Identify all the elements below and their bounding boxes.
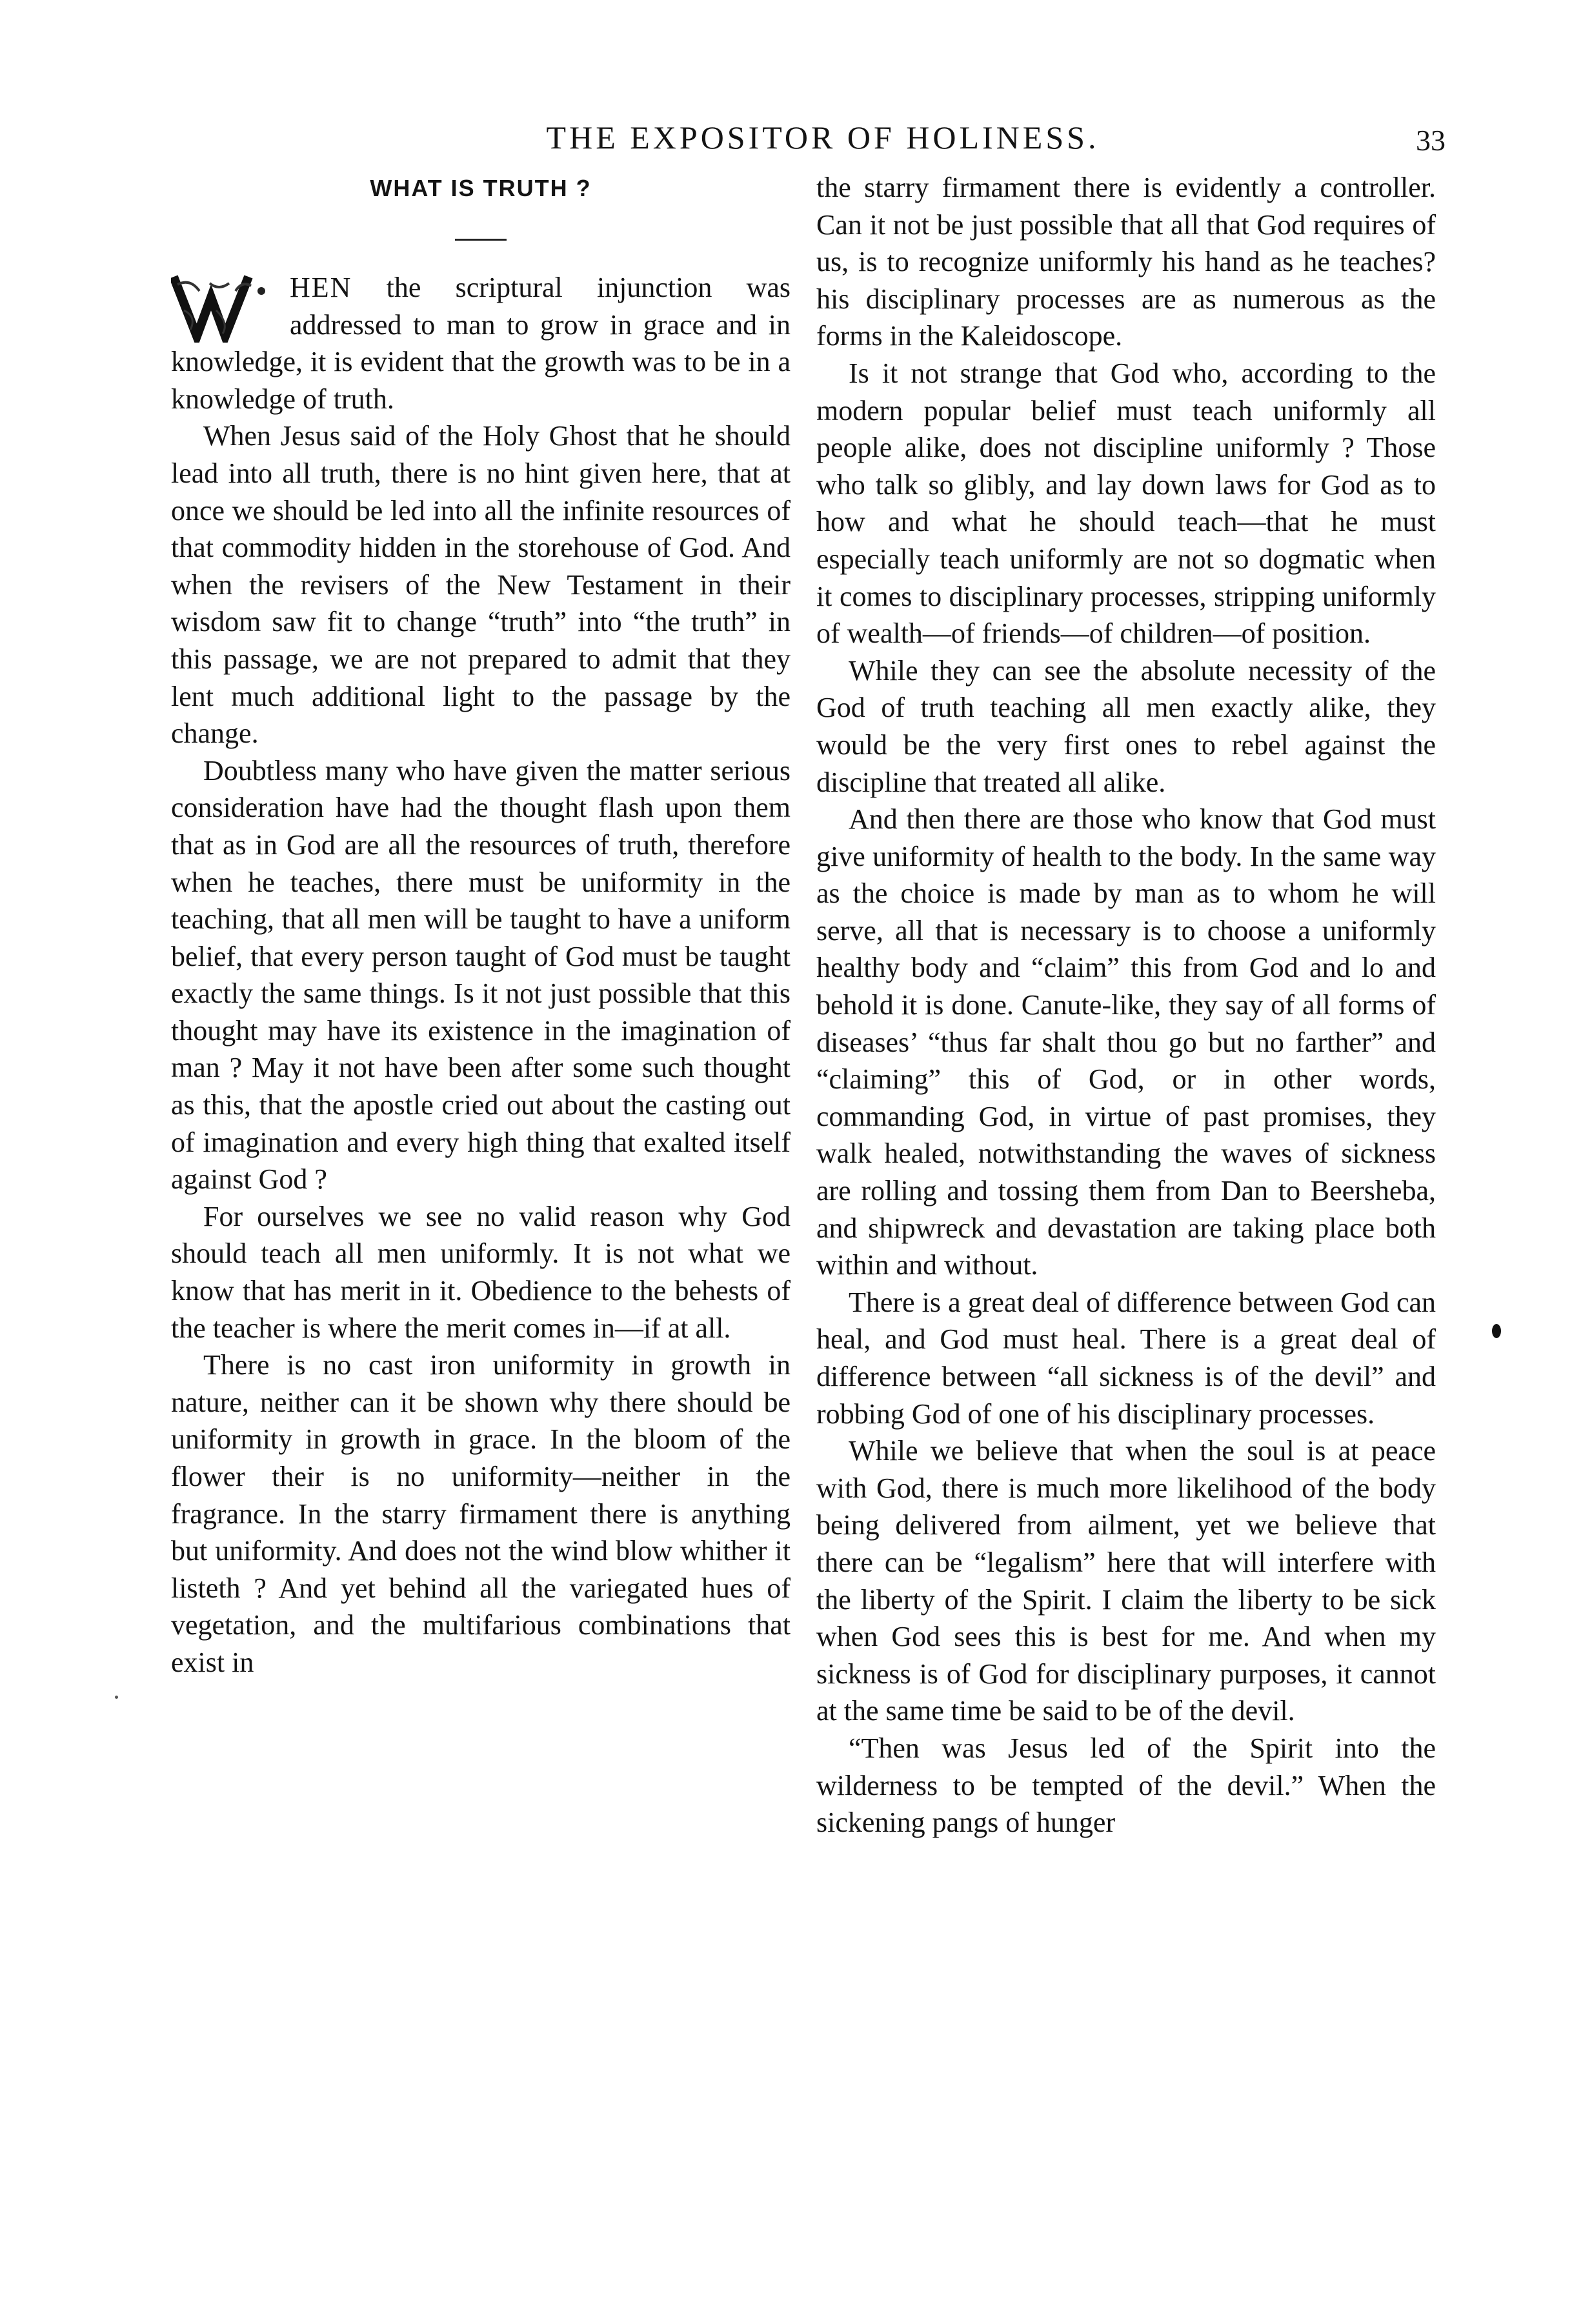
right-column — [816, 169, 1436, 1841]
paragraph-text: the scriptural injunction was addressed to man to grow in grace and in knowledge, it is evident that the growth was to be in a knowledge of truth. — [171, 272, 791, 415]
paragraph: There is a great deal of difference between God can heal, and God must heal. There is a great deal of difference between “all sickness is of the devil” and robbing God of one of his disciplinary processes. — [816, 1286, 1436, 1430]
left-column — [171, 169, 791, 1681]
continued-paragraph: the starry firmament there is evidently a controller. Can it not be just possible that all that God requires of us, is to recognize uniformly his hand as he teaches? his disciplinary processes are as numerous as the forms in the Kaleidoscope. — [816, 172, 1436, 352]
title-rule — [455, 239, 507, 241]
paragraph: When Jesus said of the Holy Ghost that he should lead into all truth, there is no hint given here, that at once we should be led into all the infinite resources of that commodity hidden in the storehouse of God. And when the revisers of the New Testament in their wisdom saw fit to change “truth” into “the truth” in this passage, we are not prepared to admit that they lent much additional light to the passage by the change. — [171, 420, 791, 750]
paragraph: “Then was Jesus led of the Spirit into the wilderness to be tempted of the devil.” When the sickening pangs of hunger — [816, 1732, 1436, 1839]
paragraph: There is no cast iron uniformity in growth in nature, neither can it be shown why there should be uniformity in growth in grace. In the bloom of the flower their is no uniformity—neither in the fragrance. In the starry firmament there is anything but uniformity. And does not the wind blow whither it listeth ? And yet behind all the variegated hues of vegetation, and the multifarious combinations that exist in — [171, 1349, 791, 1678]
drop-cap-ornament — [171, 272, 281, 343]
paragraph: For ourselves we see no valid reason why God should teach all men uniformly. It is not what we know that has merit in it. Obedience to the behests of the teacher is where the merit comes in—if at all. — [171, 1200, 791, 1344]
drop-cap-word-rest: HEN — [290, 272, 352, 303]
journal-title: THE EXPOSITOR OF HOLINESS. — [546, 119, 1100, 155]
drop-cap-decoration-icon — [171, 272, 281, 343]
paragraph: Doubtless many who have given the matter serious consideration have had the thought flash upon them that as in God are all the resources of truth, therefore when he teaches, there must be uniformity in the teaching, that all men will be taught to have a uniform belief, that every person taught of God must be taught exactly the same things. Is it not just possible that this thought may have its existence in the imagination of man ? May it not have been after some such thought as this, that the apostle cried out about the casting out of imagination and every high thing that exalted itself against God ? — [171, 754, 791, 1196]
paragraph: While we believe that when the soul is at peace with God, there is much more likelihood of the body being delivered from ailment, yet we believe that there can be “legalism” here that will interfere with the liberty of the Spirit. I claim the liberty to be sick when God sees this is best for me. And when my sickness is of God for disciplinary purposes, it cannot at the same time be said to be of the devil. — [816, 1435, 1436, 1727]
opening-paragraph — [171, 269, 791, 417]
paper-speck — [115, 1696, 118, 1699]
paragraph: Is it not strange that God who, according to the modern popular belief must teach uniformly all people alike, does not discipline uniformly ? Those who talk so glibly, and lay down laws for God as to how and what he should teach—that he must especially teach uniformly are not so dogmatic when it comes to disciplinary processes, stripping uniformly of wealth—of friends—of children—of position. — [816, 357, 1436, 650]
paragraph: And then there are those who know that God must give uniformity of health to the body. In the same way as the choice is made by man as to whom he will serve, all that is necessary is to choose a uniformly healthy body and “claim” this from God and lo and behold it is done. Canute-like, they say of all forms of diseases’ “thus far shalt thou go but no farther” and “claiming” this of God, or in other words, commanding God, in virtue of past promises, they walk healed, notwithstanding the waves of sickness are rolling and tossing them from Dan to Beersheba, and shipwreck and devastation are taking place both within and without. — [816, 803, 1436, 1281]
paragraph: While they can see the absolute necessity of the God of truth teaching all men exactly alike, they would be the very first ones to rebel against the discipline that treated all alike. — [816, 654, 1436, 798]
ink-spot-mark — [1492, 1324, 1501, 1338]
running-head — [0, 115, 1592, 166]
page-number: 33 — [1416, 124, 1446, 157]
article-title: WHAT IS TRUTH ? — [370, 175, 592, 201]
